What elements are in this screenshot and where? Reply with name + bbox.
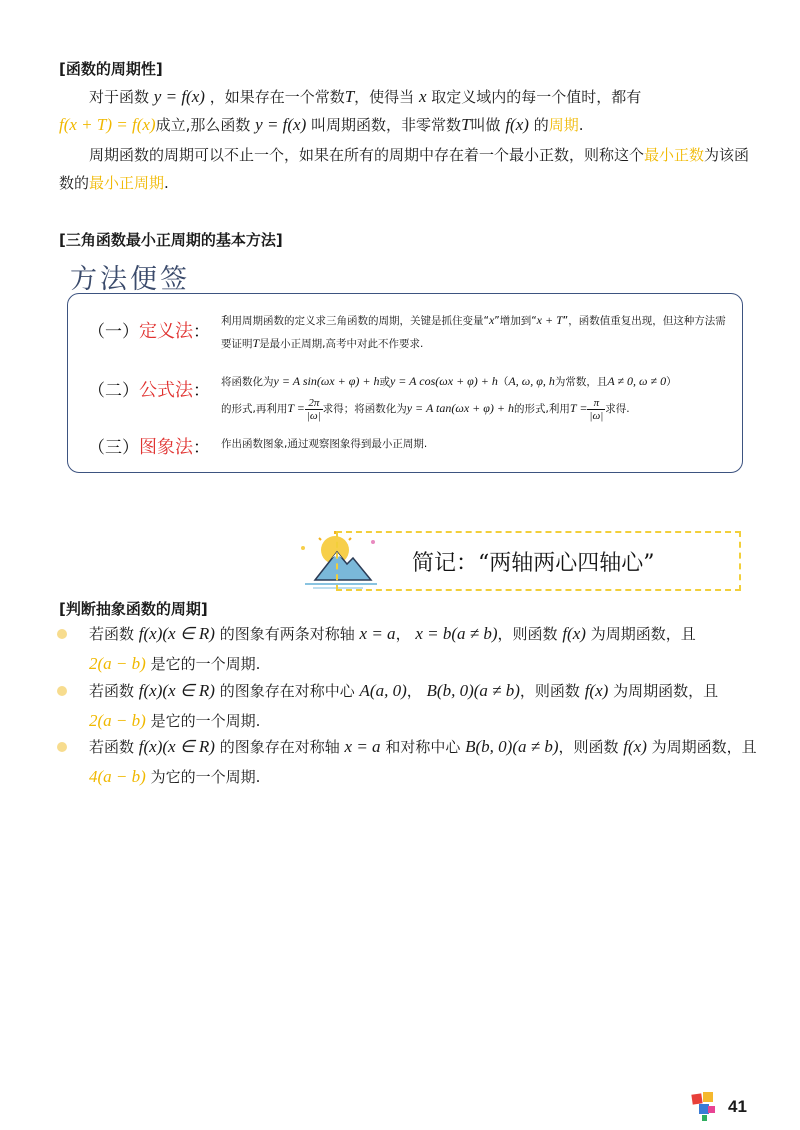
note-text: 简记：“两轴两心四轴心” xyxy=(412,551,655,576)
bullet-icon xyxy=(57,629,67,639)
method-desc: 作出函数图象,通过观察图象得到最小正周期. xyxy=(221,438,428,450)
list-item: 若函数 f(x)(x ∈ R) 的图象有两条对称轴 x = a， x = b(a ≠ b)，则函数 f(x) 为周期函数，且 2(a − b) 是它的一个周期. xyxy=(89,624,696,673)
fraction-2pi-over-omega: $\frac{2\pi}{|\omega|}$ xyxy=(306,396,321,422)
bullet-icon xyxy=(57,742,67,752)
section-title-periodicity: [函数的周期性] xyxy=(59,60,163,78)
paragraph-min-period: 周期函数的周期可以不止一个，如果在所有的周期中存在着一个最小正数，则称这个最小正数为该函数的最小正周期. xyxy=(59,146,750,192)
paragraph-definition: 对于函数 y = f(x) ，如果存在一个常数T，使得当 x 取定义域内的每一个值时，都有 xyxy=(89,87,642,106)
method-banner: 方法便签 xyxy=(70,264,190,295)
method-desc: 利用周期函数的定义求三角函数的周期，关键是抓住变量“x”增加到“x + T”，函数值重复出现，但这种方法需要证明T是最小正周期,高考中对此不作要求. xyxy=(221,313,726,350)
fraction-pi-over-omega: $\frac{\pi}{|\omega|}$ xyxy=(589,396,604,422)
paragraph-definition-cont: f(x + T) = f(x)成立,那么函数 y = f(x) 叫周期函数，非零常数T叫做 f(x) 的周期. xyxy=(59,115,584,134)
publisher-logo-icon xyxy=(690,1090,718,1122)
section-title-methods: [三角函数最小正周期的基本方法] xyxy=(59,231,283,249)
page-number: 41 xyxy=(728,1097,747,1116)
section-title-abstract: [判断抽象函数的周期] xyxy=(59,600,208,618)
list-item: 若函数 f(x)(x ∈ R) 的图象存在对称轴 x = a 和对称中心 B(b, 0)(a ≠ b)，则函数 f(x) 为周期函数，且 4(a − b) 为它的一个周期. xyxy=(89,737,757,786)
list-item: 若函数 f(x)(x ∈ R) 的图象存在对称中心 A(a, 0)， B(b, 0)(a ≠ b)，则函数 f(x) 为周期函数，且 2(a − b) 是它的一个周期. xyxy=(89,681,719,730)
bullet-icon xyxy=(57,686,67,696)
method-desc: 将函数化为y = A sin(ωx + φ) + h或y = A cos(ωx + φ) + h（A, ω, φ, h为常数，且A ≠ 0, ω ≠ 0） 的形式,再利用T = $\frac{2\pi}{|\omega|}$ 求得；将函数化为y = A tan(ωx + φ) + h的形式,利用T = $\frac{\pi}{|\omega|}$ 求得. xyxy=(221,374,677,422)
